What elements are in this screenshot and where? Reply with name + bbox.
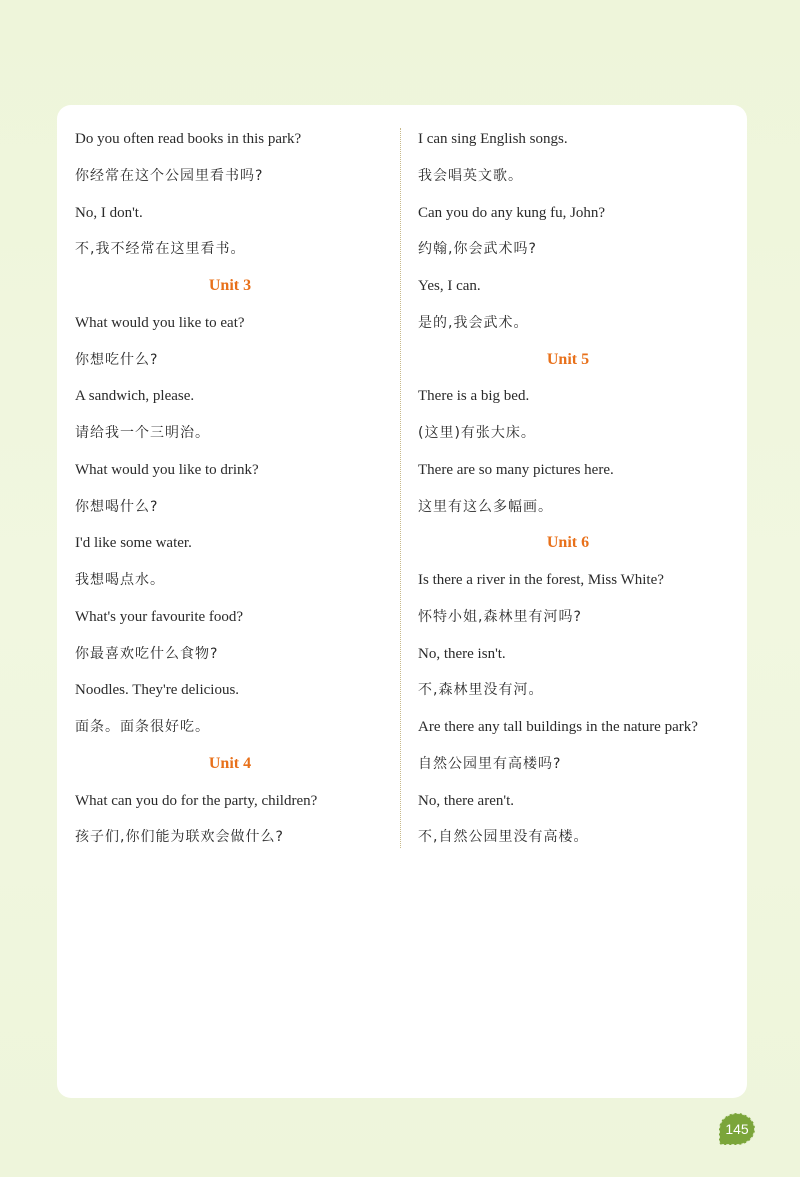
english-sentence: There is a big bed. [418, 388, 530, 405]
english-sentence: Can you do any kung fu, John? [418, 204, 606, 221]
english-sentence: I can sing English songs. [418, 131, 568, 147]
english-sentence: What can you do for the party, children? [75, 792, 318, 809]
right-column [418, 121, 748, 856]
chinese-translation: 不,我不经常在这里看书。 [75, 241, 246, 258]
chinese-translation: 是的,我会武术。 [418, 314, 529, 331]
chinese-translation: 不,森林里没有河。 [418, 682, 544, 699]
chinese-translation: 你经常在这个公园里看书吗? [75, 167, 264, 184]
left-column [75, 121, 395, 856]
unit-heading: Unit 5 [546, 350, 590, 368]
chinese-translation: 你最喜欢吃什么食物? [75, 645, 219, 662]
unit-heading: Unit 4 [208, 754, 252, 772]
english-sentence: A sandwich, please. [75, 388, 195, 405]
chinese-translation: 我会唱英文歌。 [418, 167, 523, 184]
unit-heading: Unit 3 [208, 277, 252, 294]
chinese-translation: 请给我一个三明治。 [75, 425, 210, 441]
english-sentence: Noodles. They're delicious. [75, 682, 240, 699]
english-sentence: Is there a river in the forest, Miss White? [418, 572, 664, 588]
english-sentence: What's your favourite food? [75, 608, 244, 625]
chinese-translation: 面条。面条很好吃。 [75, 719, 210, 735]
page-number-badge: 145 [719, 1113, 755, 1145]
english-sentence: Yes, I can. [418, 278, 481, 294]
english-sentence: Do you often read books in this park? [75, 131, 302, 147]
chinese-translation: (这里)有张大床。 [418, 425, 536, 441]
english-sentence: I'd like some water. [75, 535, 192, 552]
english-sentence: What would you like to eat? [75, 314, 245, 331]
chinese-translation: 自然公园里有高楼吗? [418, 755, 562, 772]
chinese-translation: 你想吃什么? [75, 351, 159, 368]
chinese-translation: 怀特小姐,森林里有河吗? [418, 608, 582, 625]
english-sentence: No, I don't. [75, 204, 143, 221]
english-sentence: No, there aren't. [418, 792, 514, 809]
chinese-translation: 不,自然公园里没有高楼。 [418, 829, 589, 846]
unit-heading: Unit 6 [546, 534, 590, 552]
column-divider [400, 128, 401, 848]
chinese-translation: 我想喝点水。 [75, 572, 165, 588]
english-sentence: No, there isn't. [418, 645, 506, 662]
english-sentence: What would you like to drink? [75, 461, 259, 478]
chinese-translation: 孩子们,你们能为联欢会做什么? [75, 829, 284, 846]
chinese-translation: 这里有这么多幅画。 [418, 498, 553, 515]
english-sentence: Are there any tall buildings in the nature park? [418, 719, 698, 735]
english-sentence: There are so many pictures here. [418, 461, 614, 478]
chinese-translation: 约翰,你会武术吗? [418, 241, 537, 258]
chinese-translation: 你想喝什么? [75, 498, 159, 515]
